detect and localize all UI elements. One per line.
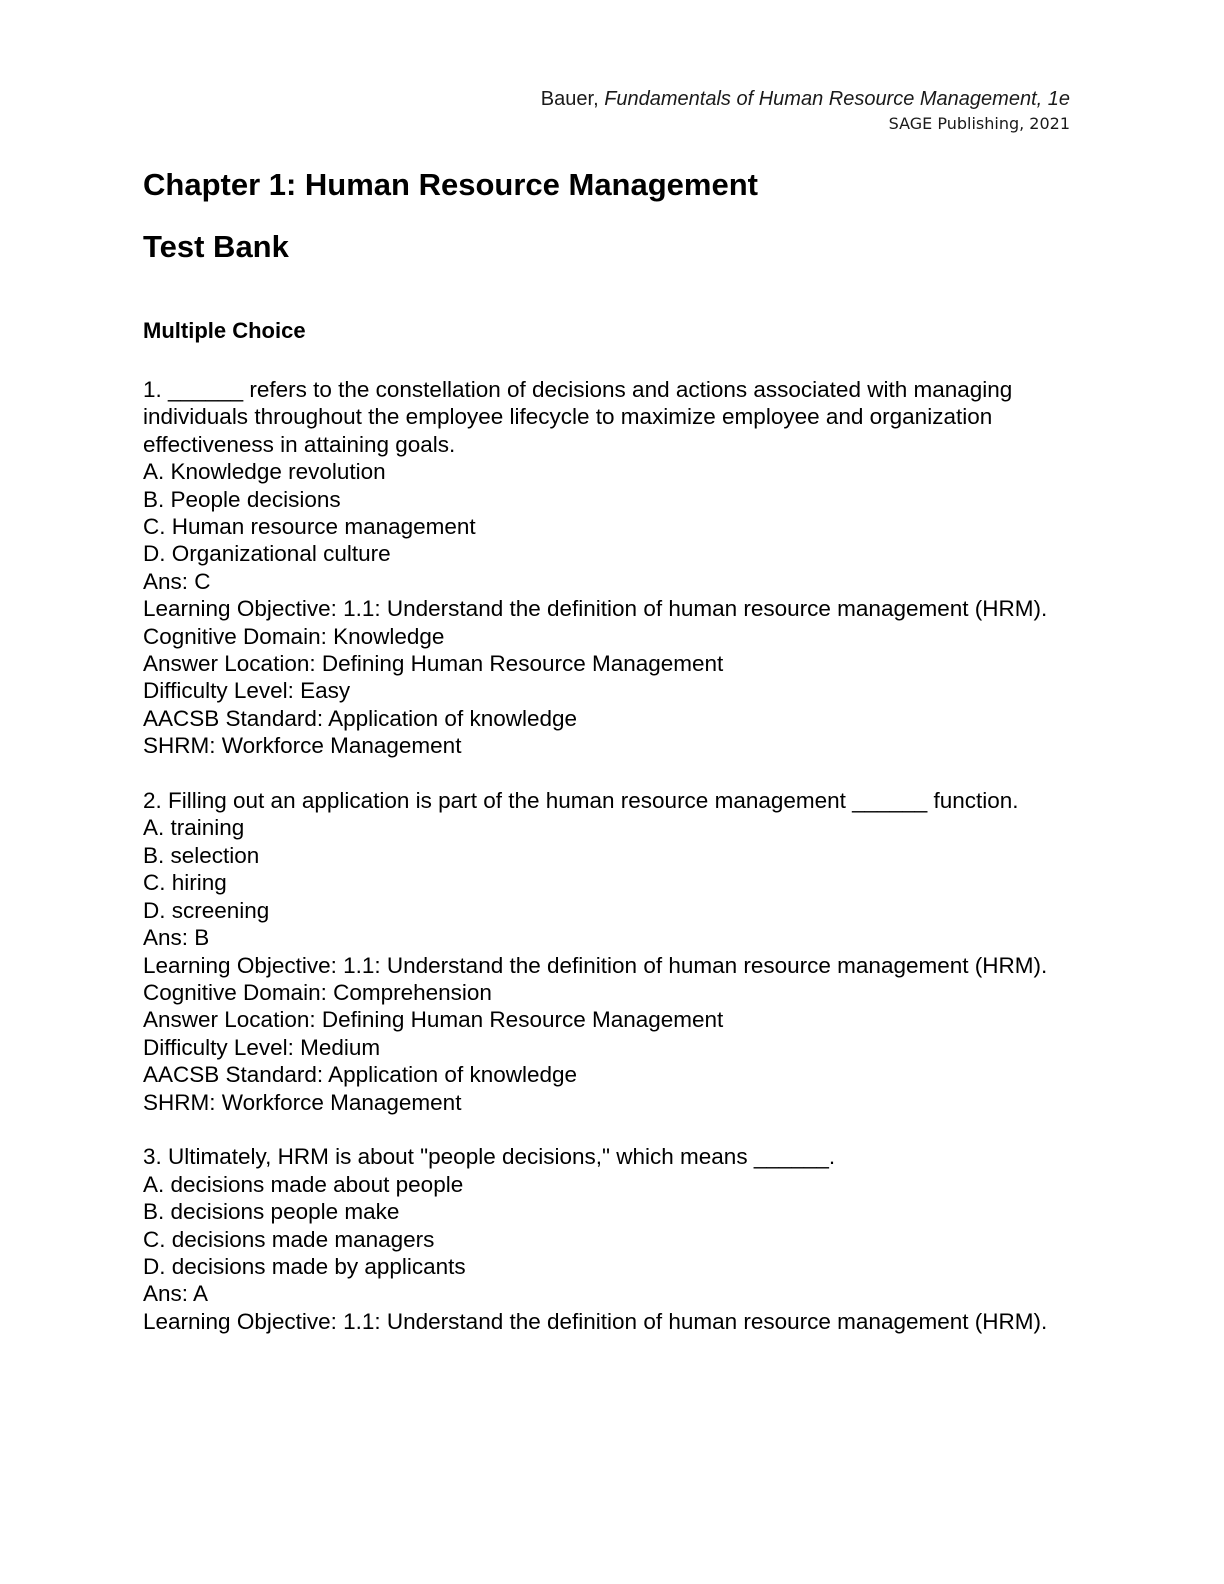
running-header: [541, 86, 1070, 136]
answer-key: Ans: C: [143, 568, 211, 594]
question-stem: 1. ______ refers to the constellation of decisions and actions associated with managing individuals throughout the employee lifecycle to maximize employee and organization effectiveness in attaining goals.: [143, 377, 1019, 457]
answer-option: C. Human resource management: [143, 514, 476, 540]
answer-key: Ans: A: [143, 1281, 209, 1307]
learning-objective: Learning Objective: 1.1: Understand the definition of human resource management (HRM).: [143, 952, 1048, 978]
answer-option: A. Knowledge revolution: [143, 459, 386, 485]
answer-option: C. hiring: [143, 870, 227, 896]
page-subtitle: Test Bank: [143, 229, 289, 264]
difficulty-level: Difficulty Level: Easy: [143, 678, 351, 704]
answer-option: B. People decisions: [143, 486, 341, 512]
answer-option: D. screening: [143, 897, 270, 923]
answer-location: Answer Location: Defining Human Resource Management: [143, 1007, 724, 1033]
header-citation: [541, 86, 1070, 112]
question-stem: 2. Filling out an application is part of the human resource management ______ function.: [143, 788, 1019, 814]
aacsb-standard: AACSB Standard: Application of knowledge: [143, 705, 578, 731]
aacsb-standard: AACSB Standard: Application of knowledge: [143, 1062, 578, 1088]
shrm-tag: SHRM: Workforce Management: [143, 1089, 462, 1115]
question-3: [143, 1143, 1083, 1335]
answer-option: A. decisions made about people: [143, 1171, 464, 1197]
shrm-tag: SHRM: Workforce Management: [143, 733, 462, 759]
header-book-title: Fundamentals of Human Resource Management, 1e: [604, 88, 1070, 110]
answer-option: A. training: [143, 815, 245, 841]
answer-option: B. decisions people make: [143, 1199, 400, 1225]
answer-location: Answer Location: Defining Human Resource Management: [143, 651, 724, 677]
header-author: Bauer,: [540, 88, 605, 110]
learning-objective: Learning Objective: 1.1: Understand the definition of human resource management (HRM).: [143, 596, 1048, 622]
question-list: [143, 376, 1083, 1363]
answer-option: C. decisions made managers: [143, 1226, 435, 1252]
page-title: Chapter 1: Human Resource Management: [143, 167, 758, 202]
question-stem: 3. Ultimately, HRM is about "people decisions," which means ______.: [143, 1144, 836, 1170]
answer-option: D. decisions made by applicants: [143, 1253, 466, 1279]
answer-key: Ans: B: [143, 925, 210, 951]
answer-option: D. Organizational culture: [143, 541, 391, 567]
cognitive-domain: Cognitive Domain: Knowledge: [143, 623, 445, 649]
header-publisher: SAGE Publishing, 2021: [888, 114, 1070, 133]
question-1: [143, 376, 1083, 760]
answer-option: B. selection: [143, 842, 260, 868]
learning-objective: Learning Objective: 1.1: Understand the definition of human resource management (HRM).: [143, 1308, 1048, 1334]
cognitive-domain: Cognitive Domain: Comprehension: [143, 979, 492, 1005]
question-2: [143, 787, 1083, 1116]
difficulty-level: Difficulty Level: Medium: [143, 1034, 381, 1060]
section-heading: Multiple Choice: [143, 318, 306, 343]
